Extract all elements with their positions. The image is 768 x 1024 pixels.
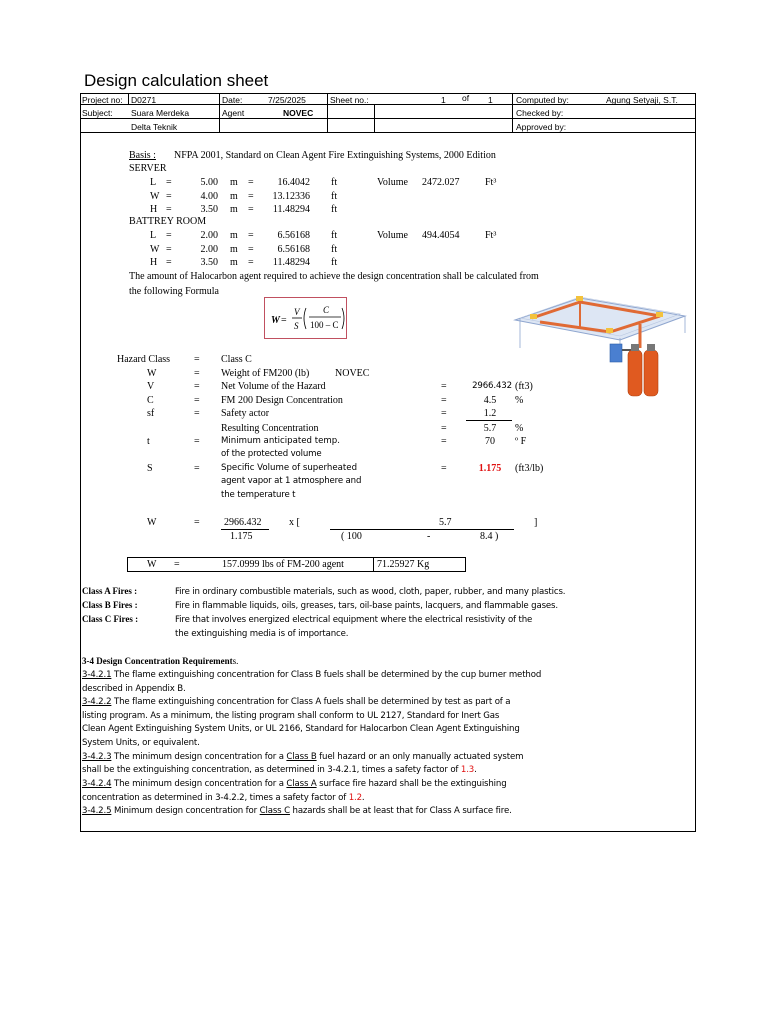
- dim-unit-ft: ft: [331, 204, 338, 215]
- class-a-text: Fire in ordinary combustible materials, such as wood, cloth, paper, rubber, and many plastics.: [175, 587, 566, 597]
- formula-den: 100 – C: [310, 320, 339, 330]
- nozzle-icon: [576, 296, 583, 301]
- of-label: of: [462, 93, 470, 103]
- subject-label: Subject:: [82, 108, 113, 118]
- class-b-text: Fire in flammable liquids, oils, greases, tars, oil-base paints, lacquers, and flammable gases.: [175, 601, 558, 611]
- var-eq: =: [194, 354, 200, 365]
- sum-rule: [466, 420, 512, 421]
- dim-meters: 4.00: [200, 190, 218, 202]
- req-3-4-2-2-line-3: Clean Agent Extinguishing System Units, or UL 2166, Standard for Halocarbon Clean Agent Extinguishing: [82, 724, 520, 734]
- project-no: D0271: [131, 95, 157, 105]
- fire-suppression-system-illustration: [510, 278, 690, 403]
- var-unit: (ft3): [515, 381, 533, 392]
- calc-denominator: 1.175: [230, 531, 253, 542]
- dim-meters: 2.00: [200, 230, 218, 241]
- volume-label: Volume: [377, 177, 408, 188]
- var-eq: =: [194, 395, 200, 406]
- dim-feet: 11.48294: [272, 204, 310, 215]
- cylinder-icon: [644, 350, 658, 396]
- class-c-label: Class C Fires :: [82, 614, 139, 624]
- calc-open: ( 100: [341, 531, 362, 542]
- result-lbs: 157.0999 lbs of FM-200 agent: [222, 559, 344, 570]
- subject-line-2: Delta Teknik: [131, 122, 178, 132]
- nozzle-icon: [606, 328, 613, 333]
- result-kg: 71.25927 Kg: [377, 559, 430, 570]
- cylinder-icon: [628, 350, 642, 396]
- class-b-label: Class B Fires :: [82, 600, 138, 610]
- result-lhs: W: [147, 559, 157, 570]
- volume-value: 494.4054: [422, 230, 460, 241]
- var-eq-2: =: [441, 381, 447, 392]
- var-eq: =: [194, 463, 200, 474]
- dim-unit-m: m: [230, 190, 238, 202]
- dim-eq: =: [166, 257, 172, 268]
- calc-lhs: W: [147, 517, 157, 528]
- dim-meters: 3.50: [200, 257, 218, 268]
- calc-numerator: 2966.432: [224, 517, 262, 528]
- agent-label: Agent: [222, 108, 245, 118]
- var-desc: FM 200 Design Concentration: [221, 395, 343, 406]
- valve-icon: [631, 344, 639, 351]
- var-eq: =: [194, 408, 200, 419]
- dim-unit-ft: ft: [331, 230, 338, 241]
- req-3-4-2-2: 3-4.2.2 The flame extinguishing concentration for Class A fuels shall be determined by test as part of a: [82, 697, 511, 707]
- safety-factor-a: 1.2: [348, 793, 362, 803]
- req-3-4-2-2-line-4: System Units, or equivalent.: [82, 738, 200, 748]
- var-symbol: S: [147, 463, 153, 474]
- class-a-label: Class A Fires :: [82, 586, 138, 596]
- req-3-4-2-1-line-2: described in Appendix B.: [82, 684, 186, 694]
- dim-symbol: H: [150, 257, 158, 268]
- var-desc: Weight of FM200 (lb): [221, 368, 310, 379]
- dim-eq: =: [166, 230, 172, 241]
- var-desc-3: the temperature t: [221, 490, 296, 500]
- date-value: 7/25/2025: [268, 95, 306, 105]
- var-unit: %: [515, 395, 524, 406]
- calc-eq: =: [194, 517, 200, 528]
- dim-unit-m: m: [230, 177, 238, 188]
- var-symbol: V: [147, 381, 155, 392]
- dim-symbol: L: [150, 230, 157, 241]
- var-value: 70: [485, 436, 495, 447]
- dim-feet: 6.56168: [277, 243, 310, 255]
- dim-symbol: H: [150, 204, 158, 215]
- req-3-4-2-4-line-2: concentration as determined in 3-4.2.2, times a safety factor of 1.2.: [82, 793, 365, 803]
- dim-unit-m: m: [230, 243, 238, 255]
- var-eq: =: [194, 381, 200, 392]
- sheet-total: 1: [488, 95, 493, 105]
- var-symbol: t: [147, 436, 150, 447]
- var-desc-extra: NOVEC: [335, 368, 370, 379]
- dim-meters: 3.50: [200, 204, 218, 215]
- formula-graphic: [265, 298, 348, 340]
- dim-unit-m: m: [230, 257, 238, 268]
- dim-meters: 5.00: [200, 177, 218, 188]
- var-eq-2: =: [441, 408, 447, 419]
- dim-eq-2: =: [248, 243, 254, 255]
- dim-eq-2: =: [248, 257, 254, 268]
- sheet-frame: [80, 93, 696, 832]
- dim-unit-ft: ft: [331, 190, 338, 202]
- calc-c-num: 5.7: [439, 517, 452, 528]
- req-3-4-2-4: 3-4.2.4 The minimum design concentration for a Class A surface fire hazard shall be the extinguishing: [82, 779, 507, 789]
- var-desc: Safety actor: [221, 408, 270, 419]
- approved-label: Approved by:: [516, 122, 567, 132]
- dim-unit-m: m: [230, 230, 238, 241]
- dim-eq-2: =: [248, 190, 254, 202]
- nozzle-icon: [656, 312, 663, 317]
- result-eq: =: [174, 559, 180, 570]
- calc-minus: -: [427, 531, 431, 542]
- dim-feet: 6.56168: [277, 230, 310, 241]
- intro-line-1: The amount of Halocarbon agent required to achieve the design concentration shall be calculated from: [129, 271, 539, 282]
- dim-feet: 13.12336: [272, 190, 310, 202]
- var-symbol: W: [147, 368, 157, 379]
- var-value: 1.2: [483, 408, 497, 419]
- class-c-text: Fire that involves energized electrical equipment where the electrical resistivity of the: [175, 615, 533, 625]
- checked-label: Checked by:: [516, 108, 564, 118]
- computed-label: Computed by:: [516, 95, 569, 105]
- nozzle-icon: [530, 314, 537, 319]
- var-eq: =: [194, 368, 200, 379]
- dim-eq: =: [166, 204, 172, 215]
- dim-eq-2: =: [248, 177, 254, 188]
- var-eq-2: =: [441, 463, 447, 474]
- var-desc: Resulting Concentration: [221, 423, 319, 434]
- var-unit: º F: [515, 436, 527, 447]
- var-symbol: Hazard Class: [117, 354, 171, 365]
- var-desc: Minimum anticipated temp.: [221, 436, 340, 446]
- req-3-4-2-2-line-2: listing program. As a minimum, the listing program shall conform to UL 2127, Standard for Inert Gas: [82, 711, 500, 721]
- agent-value: NOVEC: [283, 108, 314, 118]
- var-unit: (ft3/lb): [515, 463, 544, 474]
- dim-symbol: W: [150, 243, 160, 255]
- requirements-heading: 3-4 Design Concentration Requirements.: [82, 656, 239, 666]
- var-symbol: sf: [147, 408, 155, 419]
- var-value: 4.5: [483, 395, 497, 406]
- formula-v: V: [294, 307, 300, 317]
- var-value: 5.7: [483, 423, 497, 434]
- computed-by: Agung Setyaji, S.T.: [606, 95, 678, 105]
- calc-bracket: ]: [534, 517, 538, 528]
- req-3-4-2-3: 3-4.2.3 The minimum design concentration for a Class B fuel hazard or an only manually actuated system: [82, 752, 524, 762]
- var-desc-2: of the protected volume: [221, 449, 322, 459]
- project-label: Project no:: [82, 95, 123, 105]
- dim-symbol: L: [150, 177, 157, 188]
- class-c-text-2: the extinguishing media is of importance.: [175, 629, 349, 639]
- dim-symbol: W: [150, 190, 160, 202]
- dim-unit-ft: ft: [331, 177, 338, 188]
- calc-x: x [: [289, 517, 300, 528]
- formula-box: [264, 297, 347, 339]
- calc-close: 8.4 ): [480, 531, 499, 542]
- room-name: BATTREY ROOM: [129, 216, 207, 227]
- formula-lhs: W: [271, 315, 280, 326]
- var-value: 1.175: [478, 463, 502, 474]
- var-symbol: C: [147, 395, 154, 406]
- req-3-4-2-1: 3-4.2.1 The flame extinguishing concentration for Class B fuels shall be determined by the cup burner method: [82, 670, 542, 680]
- room-name: SERVER: [129, 163, 167, 174]
- subject-line-1: Suara Merdeka: [131, 108, 190, 118]
- date-label: Date:: [222, 95, 243, 105]
- dim-meters: 2.00: [200, 243, 218, 255]
- var-desc: Net Volume of the Hazard: [221, 381, 326, 392]
- dim-eq-2: =: [248, 204, 254, 215]
- basis-text: NFPA 2001, Standard on Clean Agent Fire Extinguishing Systems, 2000 Edition: [174, 150, 496, 161]
- dim-eq-2: =: [248, 230, 254, 241]
- volume-value: 2472.027: [422, 177, 460, 188]
- sheet-label: Sheet no.:: [330, 95, 369, 105]
- var-value: 2966.432: [472, 381, 512, 391]
- var-unit: %: [515, 423, 524, 434]
- var-eq: =: [194, 436, 200, 447]
- var-eq-2: =: [441, 395, 447, 406]
- dim-unit-ft: ft: [331, 243, 338, 255]
- volume-unit: Ft³: [485, 177, 497, 188]
- var-eq-2: =: [441, 423, 447, 434]
- formula-s: S: [294, 321, 299, 331]
- dim-eq: =: [166, 243, 172, 255]
- dim-eq: =: [166, 190, 172, 202]
- dim-eq: =: [166, 177, 172, 188]
- basis-label: Basis :: [129, 150, 156, 161]
- var-desc-2: agent vapor at 1 atmosphere and: [221, 476, 362, 486]
- formula-c: C: [323, 305, 330, 315]
- var-desc: Specific Volume of superheated: [221, 463, 358, 473]
- volume-label: Volume: [377, 230, 408, 241]
- req-3-4-2-3-line-2: shall be the extinguishing concentration, as determined in 3-4.2.1, times a safety factor of 1.3.: [82, 765, 477, 775]
- safety-factor-b: 1.3: [460, 765, 475, 775]
- var-eq-2: =: [441, 436, 447, 447]
- var-desc: Class C: [221, 354, 252, 365]
- dim-unit-ft: ft: [331, 257, 338, 268]
- valve-icon: [647, 344, 655, 351]
- page-title: Design calculation sheet: [84, 71, 269, 90]
- control-panel-icon: [610, 344, 622, 362]
- dim-feet: 11.48294: [272, 257, 310, 268]
- volume-unit: Ft³: [485, 230, 497, 241]
- sheet-no: 1: [441, 95, 446, 105]
- req-3-4-2-5: 3-4.2.5 Minimum design concentration for Class C hazards shall be at least that for Class A surface fire.: [82, 806, 512, 816]
- dim-feet: 16.4042: [277, 177, 310, 188]
- intro-line-2: the following Formula: [129, 286, 219, 297]
- dim-unit-m: m: [230, 204, 238, 215]
- formula-eq: =: [281, 315, 287, 326]
